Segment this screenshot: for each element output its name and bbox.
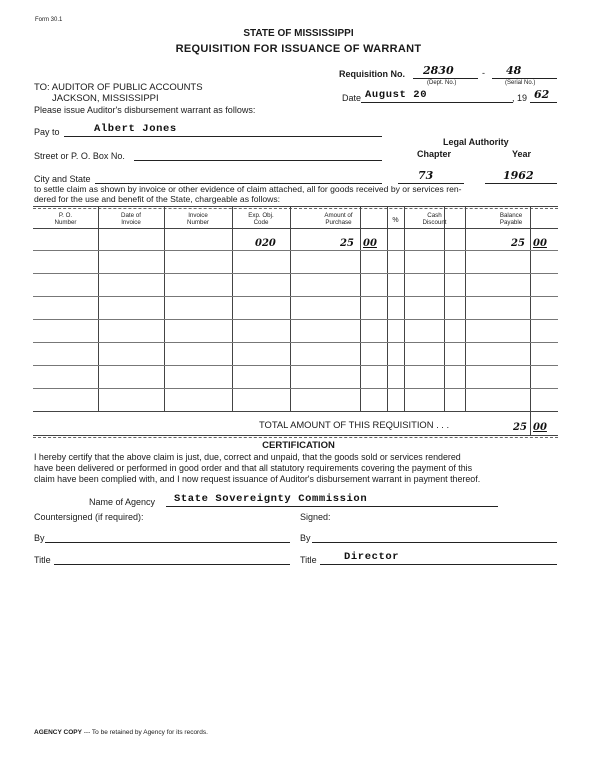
street-field[interactable]: [134, 148, 382, 161]
agency-name-field[interactable]: [166, 494, 498, 507]
by-field-right[interactable]: [312, 530, 557, 543]
year-label: Year: [512, 149, 532, 159]
chapter-label: Chapter: [417, 149, 452, 159]
col-header-date: Date of Invoice: [121, 212, 141, 226]
by-label-right: By: [300, 533, 311, 543]
dept-no-caption: (Dept. No.): [427, 80, 457, 86]
certification-line-1: I hereby certify that the above claim is just, due, correct and unpaid, that the goods sold or services rendered: [34, 452, 461, 462]
requisition-dash: -: [482, 68, 485, 78]
city-label: City and State: [34, 174, 91, 184]
exp-code-value: 020: [255, 238, 276, 249]
legal-authority-title: Legal Authority: [443, 137, 509, 147]
agency-name-value: State Sovereignty Commission: [174, 493, 368, 505]
year-field[interactable]: [530, 90, 557, 103]
col-header-cash-discount: Cash Discount: [422, 212, 447, 226]
amount-cents: 00: [363, 238, 377, 249]
col-header-exp-code: Exp. Obj. Code: [248, 212, 274, 226]
agency-copy-note: [34, 729, 208, 736]
total-dollars: 25: [513, 422, 527, 433]
title-label-left: Title: [34, 555, 51, 565]
settle-text-line-2: dered for the use and benefit of the State, chargeable as follows:: [34, 194, 281, 204]
dept-no-field[interactable]: [413, 66, 478, 79]
legal-year-value: 1962: [503, 169, 534, 182]
requisition-label: Requisition No.: [339, 69, 405, 79]
total-cents: 00: [533, 422, 547, 433]
form-number: Form 30.1: [35, 17, 63, 23]
balance-cents: 00: [533, 238, 547, 249]
addressee-line-1: TO: AUDITOR OF PUBLIC ACCOUNTS: [34, 82, 203, 93]
year-prefix: , 19: [512, 93, 528, 103]
street-label: Street or P. O. Box No.: [34, 151, 125, 161]
col-header-po: P. O. Number: [54, 212, 77, 226]
year-value: 62: [534, 88, 550, 101]
countersigned-label: Countersigned (if required):: [34, 512, 144, 522]
by-field-left[interactable]: [45, 530, 290, 543]
serial-no-caption: (Serial No.): [505, 80, 536, 86]
certification-title: CERTIFICATION: [262, 440, 335, 451]
total-label: TOTAL AMOUNT OF THIS REQUISITION . . .: [259, 419, 450, 430]
chapter-field[interactable]: [398, 171, 464, 184]
by-label-left: By: [34, 533, 45, 543]
date-label: Date: [342, 93, 362, 103]
amount-dollars: 25: [340, 238, 354, 249]
certification-line-3: claim have been complied with, and I now request issuance of Auditor's disbursement warrant in payment thereof.: [34, 474, 481, 484]
date-field[interactable]: [361, 90, 513, 103]
chapter-value: 73: [418, 169, 434, 182]
agency-name-label: Name of Agency: [89, 497, 156, 507]
col-header-percent: %: [392, 217, 399, 224]
city-field[interactable]: [95, 171, 382, 184]
form-title: REQUISITION FOR ISSUANCE OF WARRANT: [175, 43, 422, 55]
title-field-right[interactable]: [320, 552, 557, 565]
serial-no-value: 48: [506, 64, 522, 77]
legal-year-field[interactable]: [485, 171, 557, 184]
pay-to-value: Albert Jones: [94, 123, 177, 135]
col-header-balance: Balance Payable: [499, 212, 523, 226]
state-heading: STATE OF MISSISSIPPI: [243, 28, 354, 39]
balance-dollars: 25: [511, 238, 525, 249]
title-field-left[interactable]: [54, 552, 290, 565]
dept-no-value: 2830: [423, 64, 454, 77]
settle-text-line-1: to settle claim as shown by invoice or other evidence of claim attached, all for goods received by or services ren-: [34, 184, 462, 194]
title-value-right: Director: [344, 551, 400, 563]
addressee-line-2: JACKSON, MISSISSIPPI: [52, 93, 159, 104]
serial-no-field[interactable]: [492, 66, 557, 79]
signed-label: Signed:: [300, 512, 331, 522]
col-header-amount: Amount of Purchase: [324, 212, 353, 226]
agency-copy-label: AGENCY COPY: [34, 729, 82, 736]
date-value: August 20: [365, 89, 428, 101]
certification-line-2: have been delivered or performed in good order and that all statutory requirements covering the payment of this: [34, 463, 473, 473]
col-header-invoice: Invoice Number: [186, 212, 209, 226]
pay-to-field[interactable]: [64, 124, 382, 137]
agency-copy-text: --- To be retained by Agency for its records.: [83, 729, 208, 736]
title-label-right: Title: [300, 555, 317, 565]
pay-to-label: Pay to: [34, 127, 60, 137]
instruction-text: Please issue Auditor's disbursement warrant as follows:: [34, 105, 256, 115]
